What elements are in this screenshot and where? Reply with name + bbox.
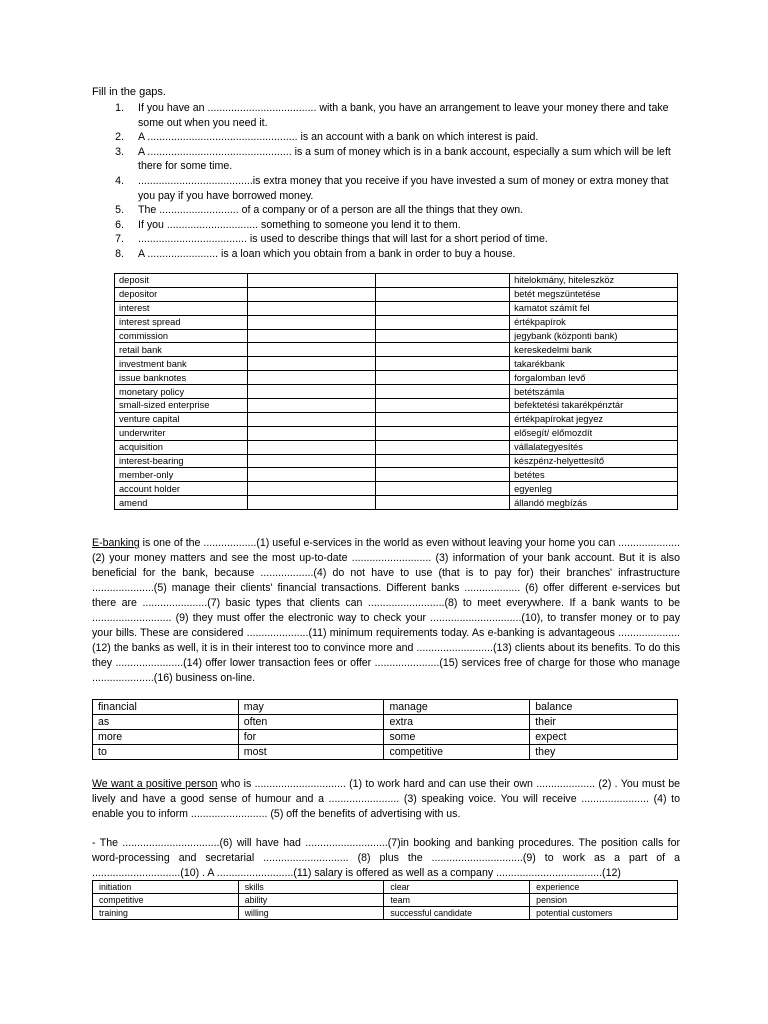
table-row <box>93 700 678 715</box>
word-cell: competitive <box>93 894 239 907</box>
item-number: 5. <box>115 204 124 217</box>
item-number: 6. <box>115 218 124 231</box>
table-row <box>115 426 678 440</box>
table-cell <box>375 274 510 288</box>
table-cell: betét megszüntetése <box>510 287 678 301</box>
item-text: A ................................................... is an account with a bank on which interest is paid. <box>138 131 539 144</box>
table-cell <box>247 371 375 385</box>
word-cell: some <box>384 730 530 745</box>
word-cell: skills <box>238 881 384 894</box>
word-cell: most <box>238 745 384 760</box>
word-cell: they <box>530 745 678 760</box>
item-text: A ........................ is a loan which you obtain from a bank in order to buy a house. <box>138 247 516 260</box>
word-cell: more <box>93 730 239 745</box>
item-number: 1. <box>115 102 124 114</box>
table-cell: member-only <box>115 468 248 482</box>
table-cell <box>247 426 375 440</box>
table-row <box>115 482 678 496</box>
item-number: 8. <box>115 247 124 260</box>
word-cell: potential customers <box>530 907 678 920</box>
table-cell <box>247 329 375 343</box>
table-row <box>93 730 678 745</box>
table-cell: investment bank <box>115 357 248 371</box>
table-row <box>115 357 678 371</box>
table-cell <box>375 468 510 482</box>
table-row <box>115 468 678 482</box>
table-cell <box>247 385 375 399</box>
table-cell: egyenleg <box>510 482 678 496</box>
word-cell: team <box>384 894 530 907</box>
table-cell <box>375 287 510 301</box>
table-cell <box>375 440 510 454</box>
table-cell <box>247 412 375 426</box>
table-cell: small-sized enterprise <box>115 399 248 413</box>
table-row <box>115 412 678 426</box>
word-cell: extra <box>384 715 530 730</box>
table-cell: jegybank (központi bank) <box>510 329 678 343</box>
word-cell: manage <box>384 700 530 715</box>
table-row <box>93 715 678 730</box>
word-cell: as <box>93 715 239 730</box>
table-row <box>115 496 678 510</box>
table-cell: deposit <box>115 274 248 288</box>
table-cell <box>247 496 375 510</box>
list-item <box>92 130 682 145</box>
word-cell: often <box>238 715 384 730</box>
table-cell: betétszámla <box>510 385 678 399</box>
table-row <box>115 399 678 413</box>
table-cell <box>375 357 510 371</box>
table-cell <box>247 399 375 413</box>
word-cell: training <box>93 907 239 920</box>
table-cell: betétes <box>510 468 678 482</box>
table-cell: értékpapírokat jegyez <box>510 412 678 426</box>
table-cell <box>247 357 375 371</box>
table-row <box>115 385 678 399</box>
table-cell: értékpapírok <box>510 315 678 329</box>
table-cell: forgalomban levő <box>510 371 678 385</box>
table-cell <box>247 274 375 288</box>
word-bank-table-1 <box>92 699 678 760</box>
word-cell: may <box>238 700 384 715</box>
item-text: If you ............................... something to someone you lend it to them. <box>138 218 461 231</box>
table-cell: készpénz-helyettesítő <box>510 454 678 468</box>
table-cell: commission <box>115 329 248 343</box>
list-item <box>92 232 682 247</box>
table-row <box>93 894 678 907</box>
table-row <box>115 454 678 468</box>
table-cell <box>375 385 510 399</box>
table-cell: venture capital <box>115 412 248 426</box>
table-cell <box>375 496 510 510</box>
table-cell <box>247 315 375 329</box>
word-cell: balance <box>530 700 678 715</box>
table-cell: monetary policy <box>115 385 248 399</box>
item-text: ..................................... is used to describe things that will last for a short period of time. <box>138 233 548 246</box>
word-cell: clear <box>384 881 530 894</box>
table-cell <box>375 315 510 329</box>
table-cell: depositor <box>115 287 248 301</box>
table-cell: interest-bearing <box>115 454 248 468</box>
table-cell <box>375 343 510 357</box>
table-row <box>93 745 678 760</box>
table-cell: underwriter <box>115 426 248 440</box>
ebanking-heading: E-banking <box>92 537 140 549</box>
table-cell: elősegít/ előmozdít <box>510 426 678 440</box>
table-cell <box>375 301 510 315</box>
list-item <box>92 174 682 203</box>
item-text: If you have an ..................................... with a bank, you have an arrangement to leave your money there and take some out when you need it. <box>138 102 669 129</box>
word-cell: ability <box>238 894 384 907</box>
job-ad-text-1: who is ............................... (1) to work hard and can use their own .................... (2) . You must be lively and have a good sense of humour and a ........................ (3) speaking voice. You will receive ....................... (4) to enable you to inform .......................... (5) off the benefits of advertising with us. <box>92 778 680 820</box>
word-cell: pension <box>530 894 678 907</box>
word-cell: experience <box>530 881 678 894</box>
list-item <box>92 247 682 262</box>
table-cell: állandó megbízás <box>510 496 678 510</box>
table-cell: amend <box>115 496 248 510</box>
ebanking-paragraph <box>92 536 680 686</box>
vocabulary-table <box>114 273 678 510</box>
table-cell <box>247 301 375 315</box>
page-title: Fill in the gaps. <box>92 86 166 98</box>
word-cell: their <box>530 715 678 730</box>
table-row <box>93 881 678 894</box>
table-cell: retail bank <box>115 343 248 357</box>
word-cell: successful candidate <box>384 907 530 920</box>
table-cell: kamatot számít fel <box>510 301 678 315</box>
word-cell: initiation <box>93 881 239 894</box>
job-ad-heading: We want a positive person <box>92 778 218 790</box>
list-item <box>92 101 682 130</box>
item-number: 3. <box>115 145 124 158</box>
table-cell: account holder <box>115 482 248 496</box>
table-cell <box>247 454 375 468</box>
table-cell <box>375 454 510 468</box>
item-number: 7. <box>115 233 124 246</box>
item-number: 2. <box>115 131 124 144</box>
table-cell: vállalategyesítés <box>510 440 678 454</box>
list-item <box>92 203 682 218</box>
table-cell <box>375 399 510 413</box>
table-row <box>115 274 678 288</box>
table-cell: takarékbank <box>510 357 678 371</box>
table-cell <box>247 440 375 454</box>
list-item <box>92 218 682 233</box>
table-row <box>115 329 678 343</box>
table-cell: kereskedelmi bank <box>510 343 678 357</box>
word-cell: expect <box>530 730 678 745</box>
word-cell: competitive <box>384 745 530 760</box>
table-row <box>93 907 678 920</box>
list-item <box>92 145 682 174</box>
table-row <box>115 315 678 329</box>
word-cell: for <box>238 730 384 745</box>
table-cell <box>247 482 375 496</box>
item-text: A ................................................. is a sum of money which is in a bank account, especially a sum which will be left there for some time. <box>138 145 671 173</box>
job-ad-text-2: - The .................................(6) will have had ............................(7)in booking and banking procedures. The position calls for word-processing and secretarial ............................. (8) plus the ...............................(9) to work as a part of a ..............................(10) . A ..........................(11) salary is offered as well as a company ....................................(12) <box>92 837 680 879</box>
table-cell <box>375 371 510 385</box>
item-text: .......................................is extra money that you receive if you have invested a sum of money or extra money that you pay if you have borrowed money. <box>138 174 669 202</box>
word-bank-table-2 <box>92 880 678 920</box>
table-row <box>115 440 678 454</box>
questions-list <box>92 101 682 262</box>
word-cell: financial <box>93 700 239 715</box>
word-cell: willing <box>238 907 384 920</box>
table-cell: hitelokmány, hiteleszköz <box>510 274 678 288</box>
table-cell <box>375 329 510 343</box>
table-cell <box>247 468 375 482</box>
table-cell <box>375 426 510 440</box>
ebanking-text: is one of the ..................(1) useful e-services in the world as even without leaving your home you can .....................(2) your money matters and see the most up-to-date ........................... (3) information of your bank account. But it is also beneficial for the bank, because ..................(4) do not have to use (that is to pay for) their branches' infrastructure .....................(5) manage their clients' financial transactions. Different banks ................... (6) offer different e-services but there are ......................(7) basic types that clients can ..........................(8) to meet everywhere. If a bank wants to be ........................... (9) they must offer the electronic way to check your ...............................(10), to transfer money or to pay your bills. These are considered .....................(11) minimum requirements today. As e-banking is advantageous .....................(12) the banks as well, it is in their interest too to convince more and ..........................(13) clients about its benefits. To do this they .......................(14) offer lower transaction fees or offer ......................(15) services free of charge for those who manage .....................(16) business on-line. <box>92 537 680 684</box>
item-number: 4. <box>115 174 124 187</box>
table-row <box>115 343 678 357</box>
table-cell <box>247 343 375 357</box>
item-text: The ........................... of a company or of a person are all the things that they own. <box>138 204 524 217</box>
table-row <box>115 287 678 301</box>
table-cell: acquisition <box>115 440 248 454</box>
table-cell <box>375 412 510 426</box>
table-cell: interest spread <box>115 315 248 329</box>
table-cell: interest <box>115 301 248 315</box>
table-row <box>115 301 678 315</box>
table-cell: befektetési takarékpénztár <box>510 399 678 413</box>
table-cell <box>247 287 375 301</box>
word-cell: to <box>93 745 239 760</box>
job-ad-paragraph-2 <box>92 836 680 881</box>
table-row <box>115 371 678 385</box>
job-ad-paragraph-1 <box>92 777 680 822</box>
table-cell: issue banknotes <box>115 371 248 385</box>
table-cell <box>375 482 510 496</box>
